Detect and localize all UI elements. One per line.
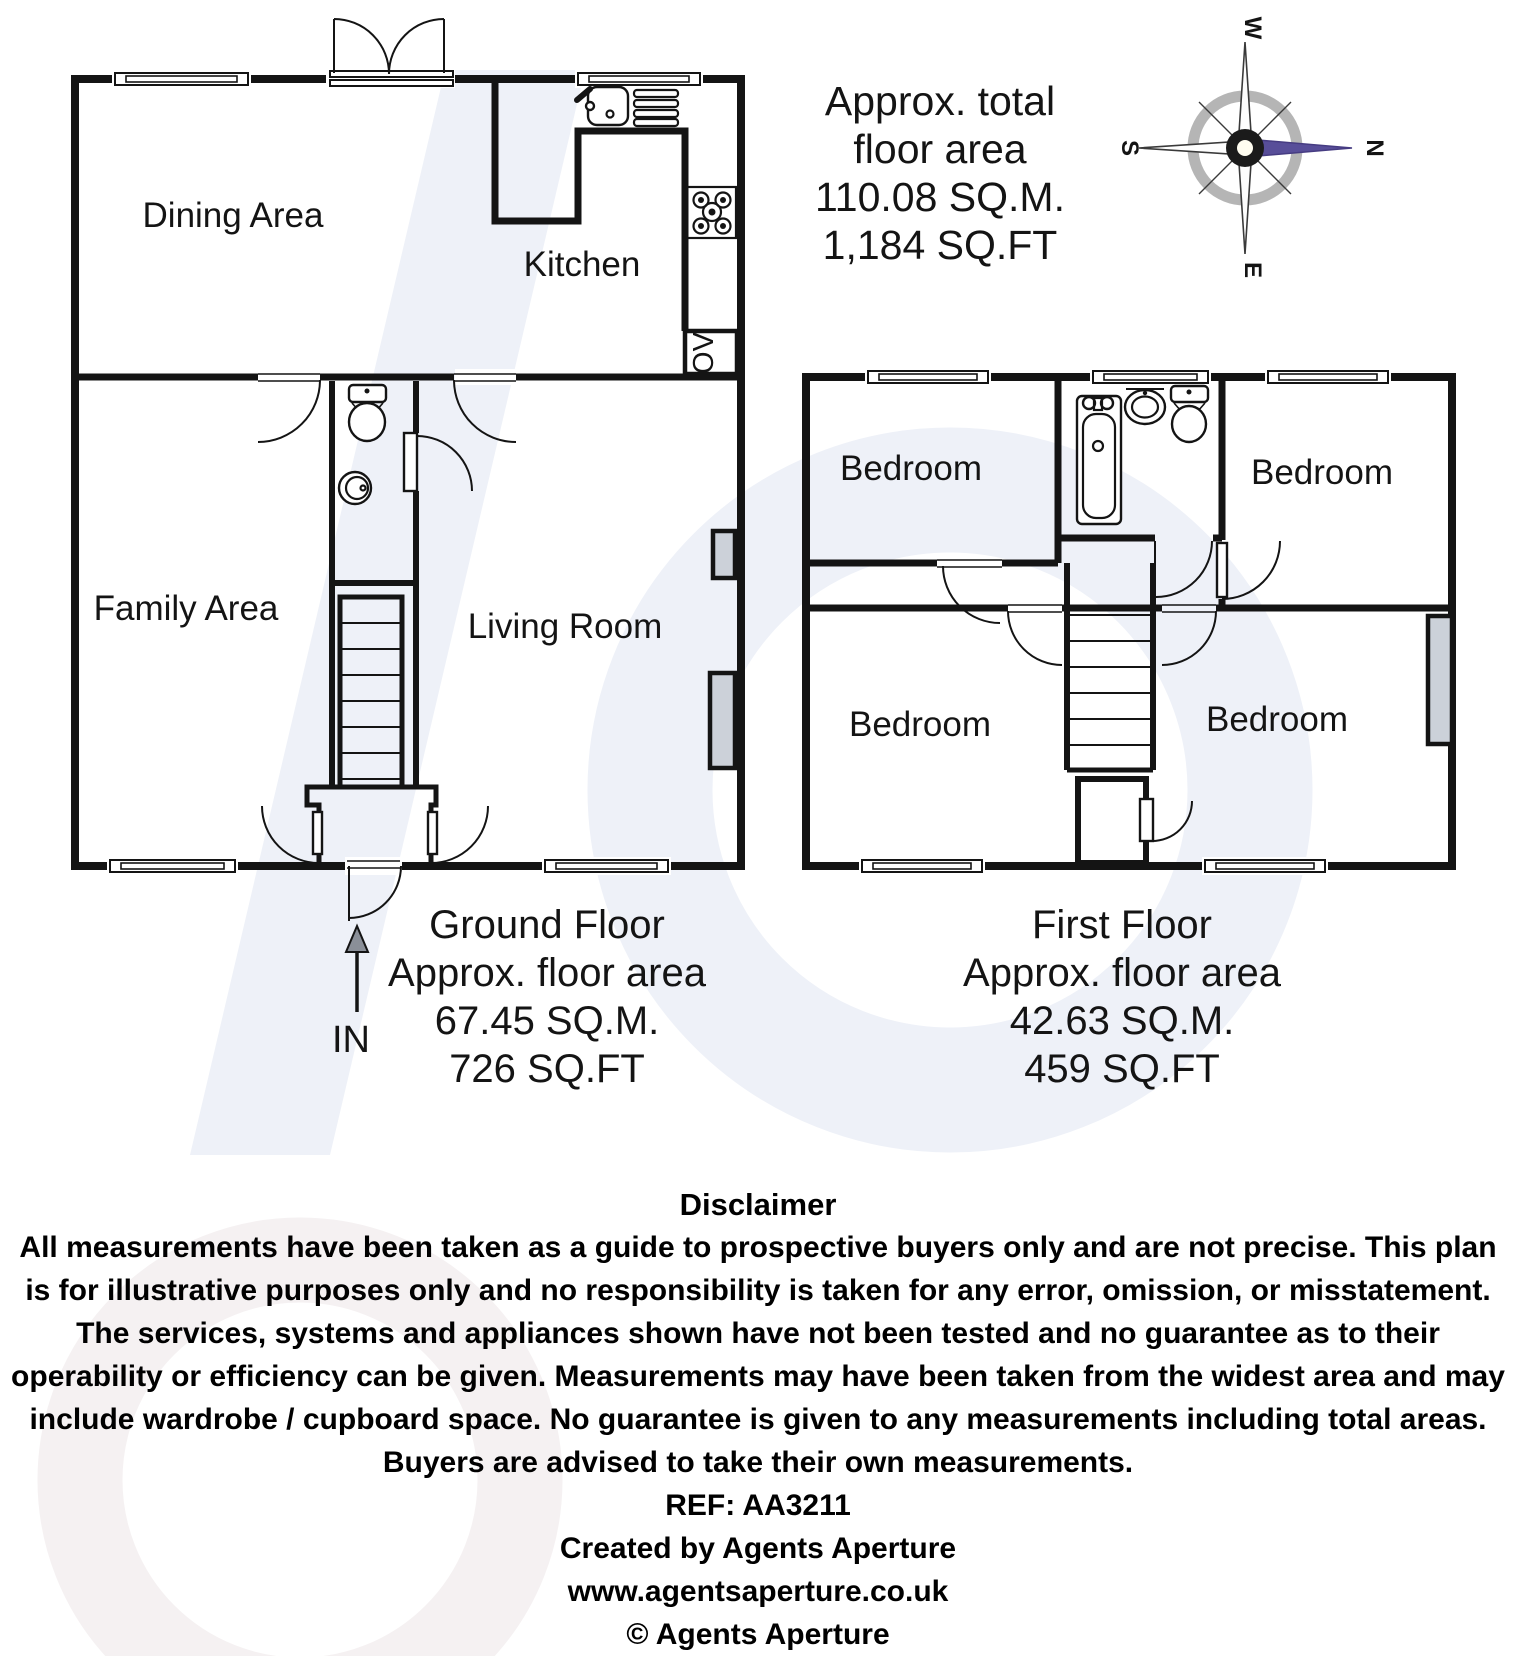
chimney-breast — [710, 673, 735, 768]
chimney-breast — [1428, 616, 1452, 744]
oven-label: OV — [688, 332, 720, 374]
window — [575, 70, 703, 88]
entrance-label: IN — [332, 1019, 370, 1061]
total-area-text — [815, 78, 1065, 268]
window — [865, 368, 991, 386]
reference-number: REF: AA3211 — [665, 1489, 851, 1522]
copyright: © Agents Aperture — [626, 1618, 890, 1651]
svg-text:Approx. total: Approx. total — [824, 78, 1056, 124]
created-by: Created by Agents Aperture — [559, 1532, 957, 1565]
closet — [1078, 779, 1146, 863]
disclaimer-title: Disclaimer — [679, 1187, 837, 1222]
bathtub — [1077, 396, 1121, 524]
window — [1090, 368, 1211, 386]
room-label-bedroom: Bedroom — [839, 449, 983, 488]
website-url: www.agentsaperture.co.uk — [567, 1575, 949, 1608]
svg-text:First Floor: First Floor — [1032, 903, 1212, 947]
svg-text:110.08 SQ.M.: 110.08 SQ.M. — [815, 174, 1065, 220]
window — [859, 857, 985, 875]
svg-text:floor area: floor area — [853, 126, 1027, 172]
door-bedroom-bottom-left — [1008, 605, 1062, 665]
kitchen-hob — [687, 187, 736, 238]
window — [1265, 368, 1391, 386]
compass-north-label: N — [1361, 139, 1388, 157]
svg-text:459 SQ.FT: 459 SQ.FT — [1024, 1047, 1220, 1091]
wc-sink — [339, 472, 371, 504]
room-label-family: Family Area — [93, 589, 279, 628]
window — [542, 857, 671, 875]
svg-text:Ground Floor: Ground Floor — [429, 903, 665, 947]
compass-west-label: W — [1239, 16, 1266, 40]
window — [112, 70, 251, 88]
room-label-dining: Dining Area — [142, 196, 324, 235]
room-label-bedroom: Bedroom — [1250, 453, 1394, 492]
window — [1202, 857, 1328, 875]
svg-text:42.63 SQ.M.: 42.63 SQ.M. — [1009, 999, 1235, 1043]
compass-east-label: E — [1239, 261, 1266, 279]
door-family — [258, 369, 320, 442]
room-label-bedroom: Bedroom — [848, 705, 992, 744]
room-label-bedroom: Bedroom — [1205, 700, 1349, 739]
disclaimer-block — [8, 1183, 1508, 1656]
room-label-kitchen: Kitchen — [523, 245, 641, 284]
compass-rose — [1116, 17, 1388, 278]
room-label-living: Living Room — [467, 607, 663, 646]
window — [107, 857, 238, 875]
svg-text:1,184 SQ.FT: 1,184 SQ.FT — [822, 222, 1058, 268]
svg-text:67.45 SQ.M.: 67.45 SQ.M. — [434, 999, 660, 1043]
kitchen-sink — [577, 87, 628, 125]
compass-south-label: S — [1116, 139, 1143, 157]
bathroom-sink — [1125, 389, 1165, 424]
svg-text:Approx. floor area: Approx. floor area — [388, 951, 706, 995]
svg-text:Approx. floor area: Approx. floor area — [963, 951, 1281, 995]
door-bedroom-top-left — [937, 560, 1002, 623]
disclaimer-body: All measurements have been taken as a guide to prospective buyers only and are not precise. This plan is for illustrative purposes only and no responsibility is taken for any error, omission, or misstatement. The services, systems and appliances shown have not been tested and no guarantee as to their operability or efficiency can be given. Measurements may have been taken from the widest area and may include wardrobe / cupboard space. No guarantee is given to any measurements including total areas. Buyers are advised to take their own measurements. — [11, 1231, 1505, 1479]
patio-double-door — [326, 19, 455, 88]
svg-text:726 SQ.FT: 726 SQ.FT — [449, 1047, 645, 1091]
chimney-breast — [713, 531, 735, 578]
bathroom-toilet — [1171, 386, 1208, 442]
kitchen-drainer — [634, 90, 678, 126]
door-hall-living — [428, 806, 488, 863]
wc-toilet — [349, 385, 386, 441]
